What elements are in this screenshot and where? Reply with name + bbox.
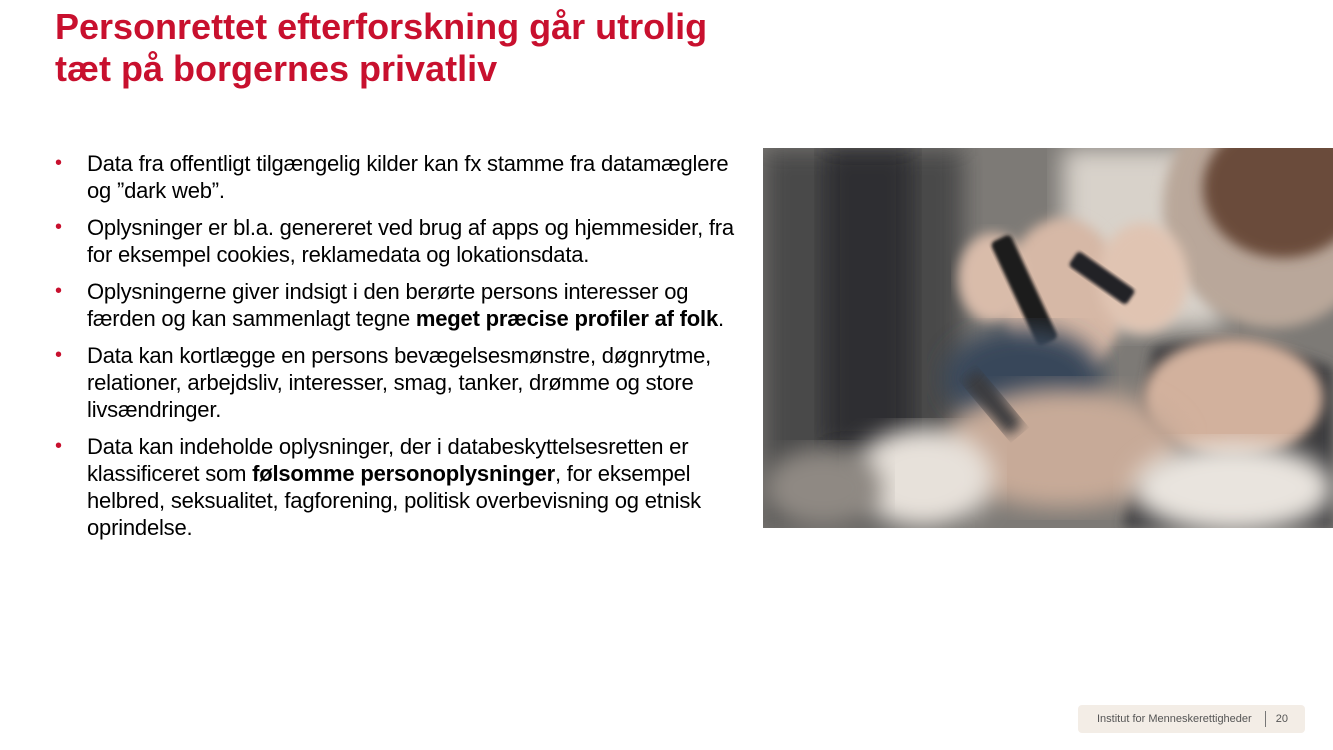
- bullet-text-before: Data kan indeholde oplysninger, der i databeskyttelsesretten er klassificeret som: [87, 434, 689, 486]
- slide-title: [55, 6, 815, 90]
- bullet-list: [55, 150, 735, 551]
- bullet-text: Oplysninger er bl.a. genereret ved brug af apps og hjemmesider, fra for eksempel cookies, reklamedata og lokationsdata.: [87, 215, 734, 267]
- bullet-item-profiles: [55, 278, 735, 332]
- smartphone-users-photo: [763, 148, 1333, 528]
- bullet-marker: •: [55, 435, 62, 457]
- bullet-marker: •: [55, 344, 62, 366]
- footer-bar: [1078, 705, 1305, 733]
- bullet-item-data-sources: [55, 150, 735, 204]
- photo-illustration: [763, 148, 1333, 528]
- bullet-marker: •: [55, 216, 62, 238]
- bullet-text-before: Oplysningerne giver indsigt i den berørte persons interesser og færden og kan sammenlagt tegne: [87, 279, 689, 331]
- bullet-text-after: , for eksempel helbred, seksualitet, fagforening, politisk overbevisning og etnisk oprindelse.: [87, 461, 701, 540]
- bullet-item-sensitive-data: [55, 433, 735, 541]
- bullet-text-emphasis: følsomme personoplysninger: [252, 461, 555, 486]
- footer-divider: [1265, 711, 1266, 727]
- page-number: 20: [1275, 713, 1288, 725]
- bullet-item-generated-data: [55, 214, 735, 268]
- title-line-2: tæt på borgernes privatliv: [55, 48, 498, 89]
- bullet-marker: •: [55, 280, 62, 302]
- bullet-text-after: .: [718, 306, 724, 331]
- bullet-text-emphasis: meget præcise profiler af folk: [415, 306, 718, 331]
- bullet-text: Data fra offentligt tilgængelig kilder kan fx stamme fra datamæglere og ”dark web”.: [87, 151, 729, 203]
- bullet-item-mapping: [55, 342, 735, 423]
- title-line-1: Personrettet efterforskning går utrolig: [55, 6, 708, 47]
- bullet-marker: •: [55, 152, 62, 174]
- bullet-text: Data kan kortlægge en persons bevægelsesmønstre, døgnrytme, relationer, arbejdsliv, interesser, smag, tanker, drømme og store livsændringer.: [87, 343, 712, 422]
- footer-organization: Institut for Menneskerettigheder: [1097, 713, 1252, 725]
